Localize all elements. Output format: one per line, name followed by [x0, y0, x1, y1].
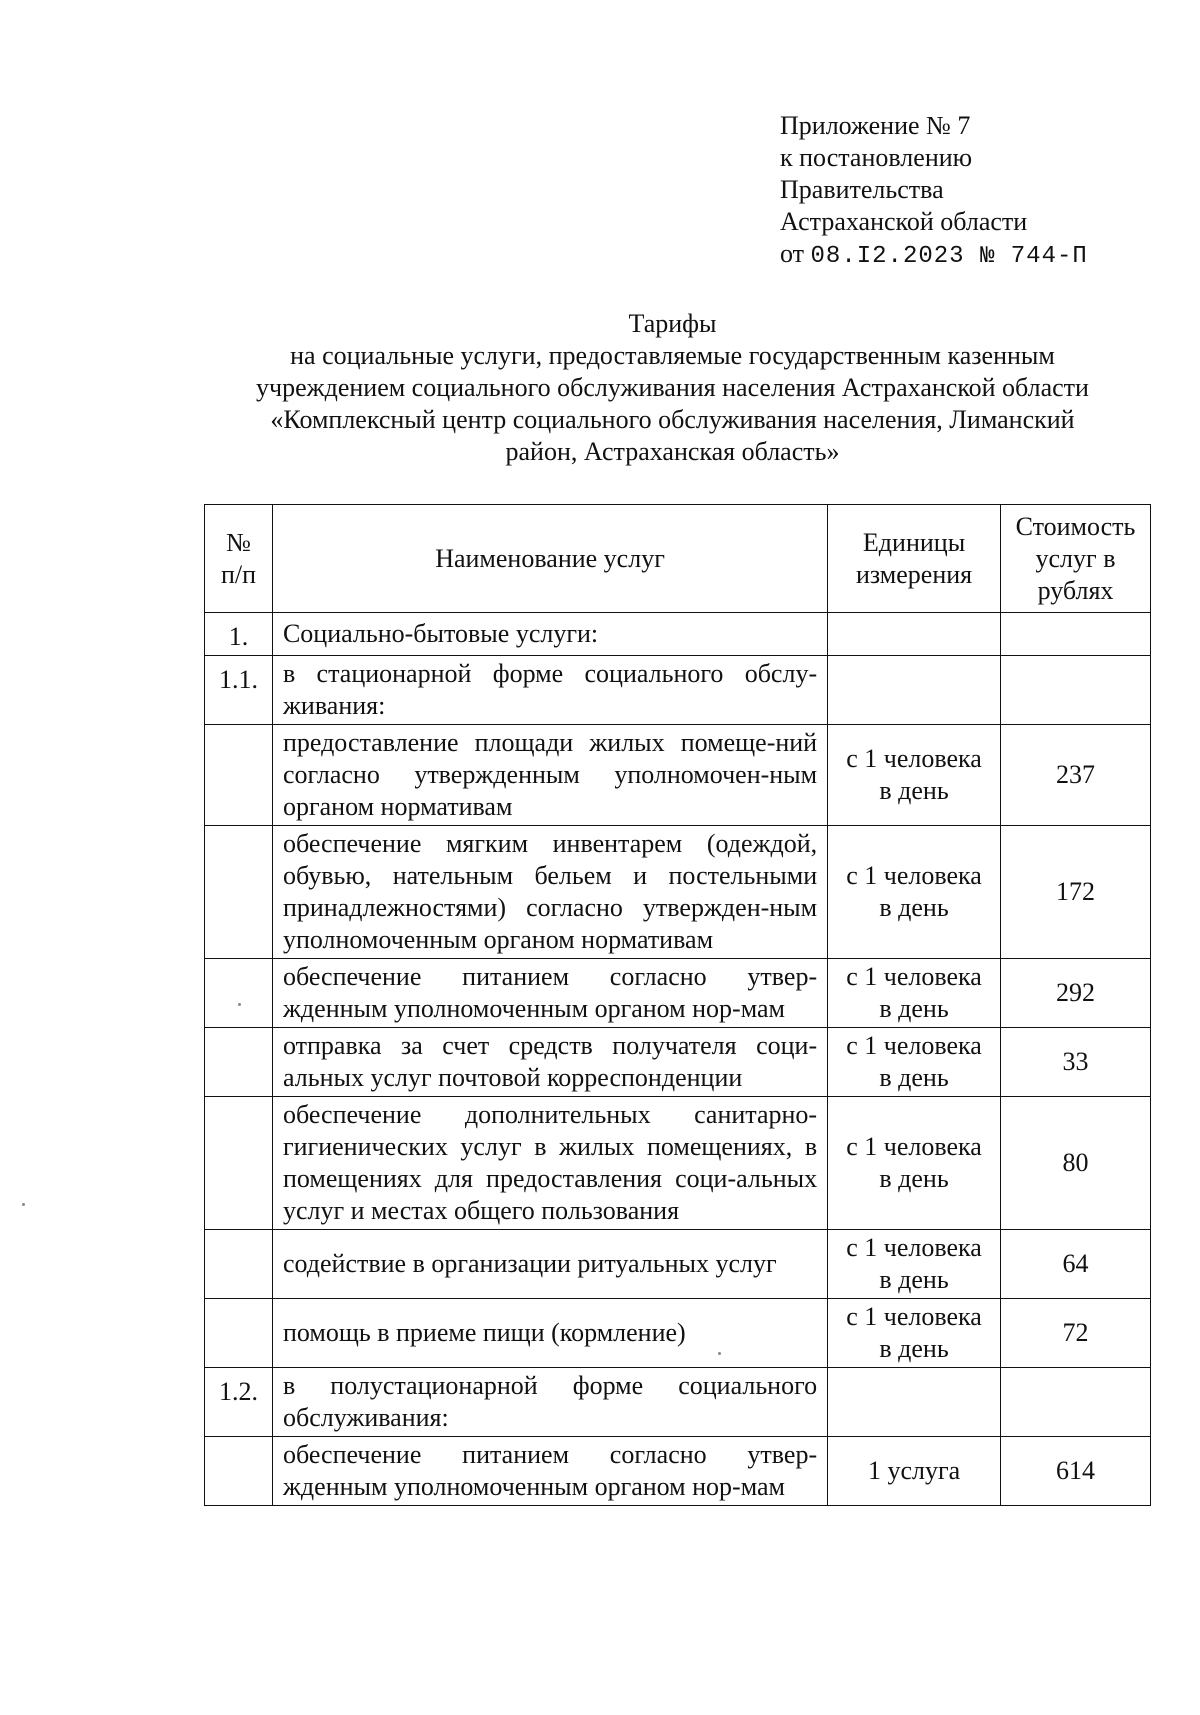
date-stamp: 08.I2.2023 № 744-П [810, 243, 1088, 270]
service-name: обеспечение питанием согласно утвер-жденным уполномоченным органом нор-мам [272, 1437, 827, 1506]
unit-of-measure: с 1 человека в день [828, 1028, 1001, 1097]
header-price: Стоимость услуг в рублях [1001, 505, 1151, 613]
service-price: 72 [1001, 1299, 1151, 1368]
appendix-line: Правительства [780, 175, 944, 204]
service-name: содействие в организации ритуальных услуг [272, 1230, 827, 1299]
service-price: 33 [1001, 1028, 1151, 1097]
row-number: 1.2. [205, 1368, 273, 1437]
appendix-line: к постановлению [780, 143, 973, 172]
service-name: помощь в приеме пищи (кормление) [272, 1299, 827, 1368]
appendix-line: Приложение № 7 [780, 111, 971, 140]
service-price [1001, 613, 1151, 656]
service-name: предоставление площади жилых помеще-ний согласно утвержденным уполномочен-ным органом нормативам [272, 725, 827, 826]
service-price: 292 [1001, 959, 1151, 1028]
service-name: обеспечение дополнительных санитарно-гигиенических услуг в жилых помещениях, в помещениях для предоставления соци-альных услуг и местах общего пользования [272, 1097, 827, 1230]
unit-of-measure: с 1 человека в день [828, 1230, 1001, 1299]
header-unit: Единицы измерения [828, 505, 1001, 613]
unit-of-measure: с 1 человека в день [828, 1097, 1001, 1230]
row-number [205, 959, 273, 1028]
unit-of-measure: 1 услуга [828, 1437, 1001, 1506]
unit-of-measure: с 1 человека в день [828, 1299, 1001, 1368]
row-number [205, 1097, 273, 1230]
appendix-date-line [780, 238, 1088, 273]
row-number [205, 1299, 273, 1368]
service-price: 172 [1001, 826, 1151, 959]
scan-speck [718, 1352, 721, 1355]
table-row [205, 656, 1151, 725]
row-number: 1. [205, 613, 273, 656]
service-price [1001, 656, 1151, 725]
row-number [205, 1437, 273, 1506]
header-name: Наименование услуг [272, 505, 827, 613]
service-price: 64 [1001, 1230, 1151, 1299]
table-header-row [205, 505, 1151, 613]
header-num: № п/п [205, 505, 273, 613]
unit-of-measure [828, 613, 1001, 656]
unit-of-measure: с 1 человека в день [828, 959, 1001, 1028]
service-name: в стационарной форме социального обслу-живания: [272, 656, 827, 725]
service-name: Социально-бытовые услуги: [272, 613, 827, 656]
table-row [205, 826, 1151, 959]
service-price: 80 [1001, 1097, 1151, 1230]
title-heading: Тарифы [628, 309, 717, 338]
service-name: обеспечение мягким инвентарем (одеждой, обувью, нательным бельем и постельными принадлежностями) согласно утвержден-ным уполномоченным органом нормативам [272, 826, 827, 959]
appendix-block [780, 110, 1088, 273]
service-name: обеспечение питанием согласно утвер-жденным уполномоченным органом нор-мам [272, 959, 827, 1028]
unit-of-measure: с 1 человека в день [828, 826, 1001, 959]
service-name: отправка за счет средств получателя соци-альных услуг почтовой корреспонденции [272, 1028, 827, 1097]
scan-speck [22, 1203, 25, 1206]
document-title [205, 308, 1140, 468]
title-line: на социальные услуги, предоставляемые государственным казенным [290, 341, 1055, 370]
table-row [205, 1368, 1151, 1437]
date-prefix: от [780, 239, 805, 268]
tariff-table [204, 504, 1151, 1506]
table-row [205, 1097, 1151, 1230]
unit-of-measure [828, 656, 1001, 725]
unit-of-measure: с 1 человека в день [828, 725, 1001, 826]
row-number: 1.1. [205, 656, 273, 725]
title-line: район, Астраханская область» [505, 437, 840, 466]
table-row [205, 1437, 1151, 1506]
service-price: 237 [1001, 725, 1151, 826]
table-row [205, 1028, 1151, 1097]
scan-speck [238, 1003, 241, 1006]
service-name: в полустационарной форме социального обслуживания: [272, 1368, 827, 1437]
service-price [1001, 1368, 1151, 1437]
table-row [205, 613, 1151, 656]
row-number [205, 1028, 273, 1097]
title-line: учреждением социального обслуживания населения Астраханской области [256, 373, 1089, 402]
unit-of-measure [828, 1368, 1001, 1437]
table-row [205, 959, 1151, 1028]
table-row [205, 1299, 1151, 1368]
row-number [205, 826, 273, 959]
appendix-line: Астраханской области [780, 207, 1028, 236]
row-number [205, 1230, 273, 1299]
service-price: 614 [1001, 1437, 1151, 1506]
table-row [205, 1230, 1151, 1299]
table-row [205, 725, 1151, 826]
row-number [205, 725, 273, 826]
title-line: «Комплексный центр социального обслуживания населения, Лиманский [270, 405, 1075, 434]
